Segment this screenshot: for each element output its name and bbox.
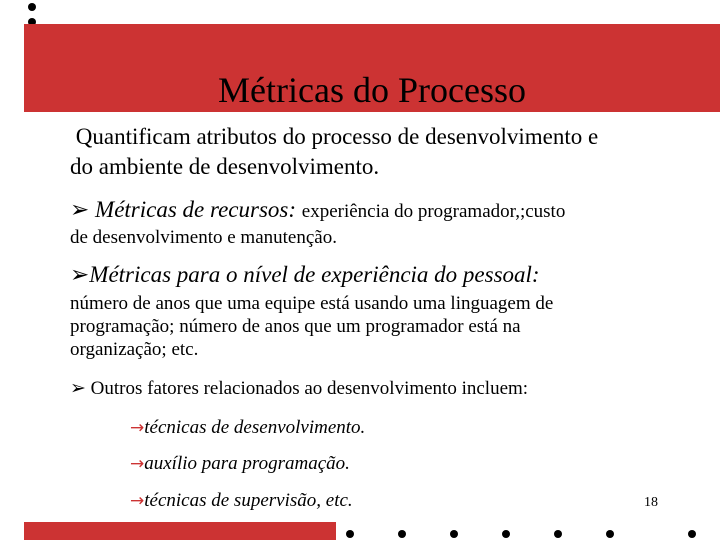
decor-dot-bottom-1 [346,530,354,538]
sub-item [130,451,350,477]
decor-dot-bottom-3 [450,530,458,538]
page-number: 18 [644,495,658,510]
bullet-other-factors [70,375,528,402]
sub-item-label: técnicas de desenvolvimento. [144,417,366,438]
arrow-bullet-icon: ➢ [70,262,90,288]
sub-item-label: técnicas de supervisão, etc. [144,490,353,511]
experience-line-2: programação; número de anos que um programador está na [70,316,521,337]
right-arrow-icon: → [130,491,145,511]
decor-dot-bottom-6 [606,530,614,538]
slide-title: Métricas do Processo [218,70,526,110]
intro-line-2: do ambiente de desenvolvimento. [70,154,380,179]
sub-item [130,415,365,441]
decor-dot-bottom-5 [554,530,562,538]
arrow-bullet-icon: ➢ [70,377,86,399]
arrow-bullet-icon: ➢ [70,197,90,223]
right-arrow-icon: → [130,418,145,438]
decor-dot-top-1 [28,3,36,11]
intro-line-1: Quantificam atributos do processo de desenvolvimento e [70,124,599,149]
experience-line-1: número de anos que uma equipe está usando uma linguagem de [70,293,554,314]
bullet-resources [70,196,565,226]
bullet-experience [70,260,540,290]
bullet-resources-continued: de desenvolvimento e manutenção. [70,227,337,248]
intro-text [70,122,598,182]
bullet-experience-text [70,292,553,361]
right-arrow-icon: → [130,454,145,474]
bullet-experience-heading: Métricas para o nível de experiência do pessoal: [89,262,540,287]
sub-item [130,488,353,514]
decor-dot-bottom-4 [502,530,510,538]
bullet-resources-heading: Métricas de recursos: [95,197,297,222]
bullet-resources-text: experiência do programador,;custo [301,201,566,222]
bullet-other-factors-text: Outros fatores relacionados ao desenvolvimento incluem: [90,378,529,399]
decor-dot-bottom-7 [688,530,696,538]
sub-item-label: auxílio para programação. [144,453,350,474]
decor-dot-bottom-2 [398,530,406,538]
title-bar [24,24,720,112]
experience-line-3: organização; etc. [70,339,199,360]
bottom-accent-bar [24,522,336,540]
